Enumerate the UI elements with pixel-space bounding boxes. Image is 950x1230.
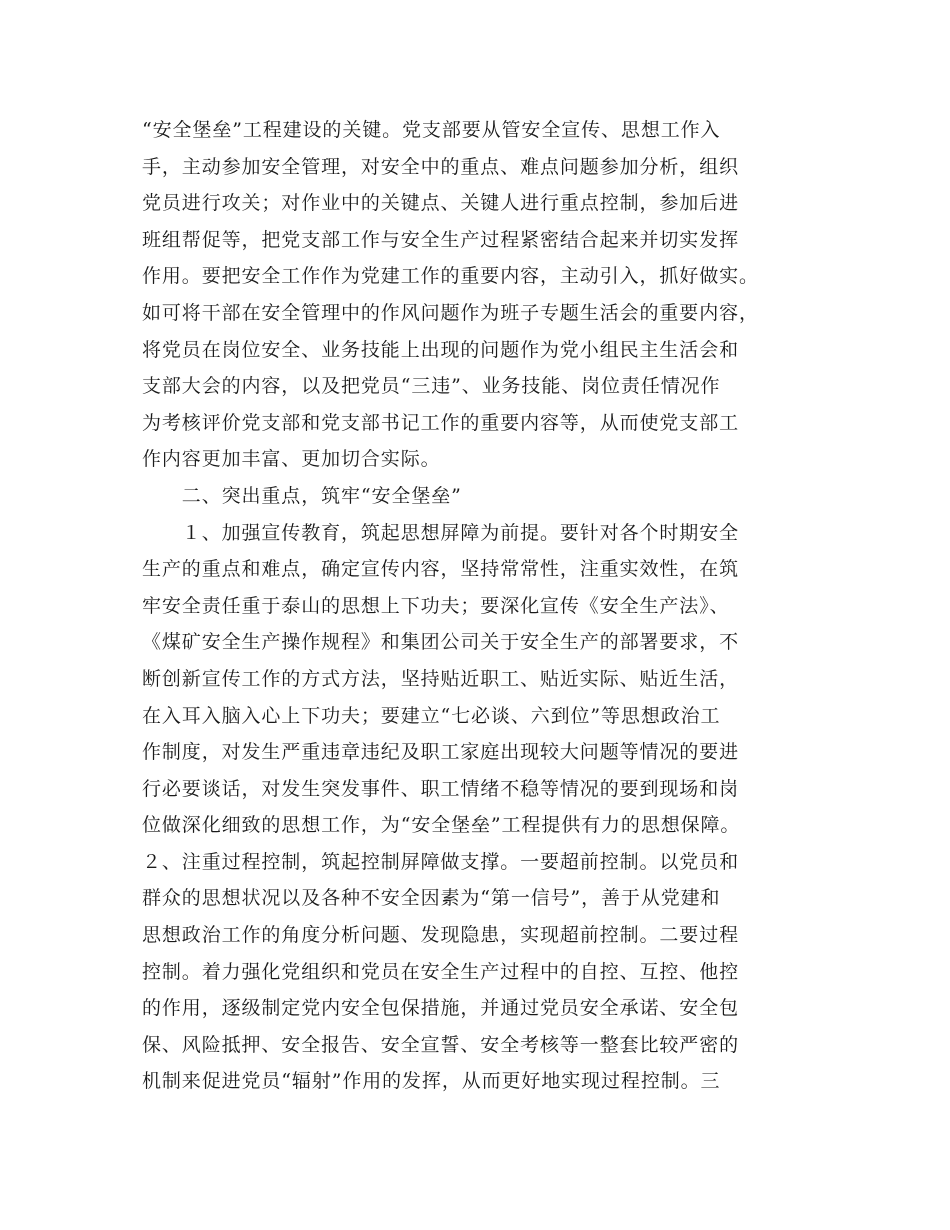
text-line: 机制来促进党员“辐射”作用的发挥，从而更好地实现过程控制。三	[142, 1070, 721, 1093]
section-heading: 二、突出重点，筑牢“安全堡垒”	[142, 484, 462, 507]
text-line: 生产的重点和难点，确定宣传内容，坚持常常性，注重实效性，在筑	[142, 558, 740, 581]
text-line: 作内容更加丰富、更加切合实际。	[142, 448, 441, 471]
text-line: 在入耳入脑入心上下功夫；要建立“七必谈、六到位”等思想政治工	[142, 704, 721, 727]
text-line: 将党员在岗位安全、业务技能上出现的问题作为党小组民主生活会和	[142, 338, 740, 361]
text-line: 断创新宣传工作的方式方法，坚持贴近职工、贴近实际、贴近生活，	[142, 667, 740, 690]
document-body	[142, 112, 802, 1100]
text-line: 为考核评价党支部和党支部书记工作的重要内容等，从而使党支部工	[142, 411, 740, 434]
text-line: 作用。要把安全工作作为党建工作的重要内容，主动引入，抓好做实。	[142, 265, 759, 288]
text-line: 牢安全责任重于泰山的思想上下功夫；要深化宣传《安全生产法》、	[142, 594, 730, 617]
text-line: 《煤矿安全生产操作规程》和集团公司关于安全生产的部署要求，不	[142, 631, 740, 654]
text-line: 支部大会的内容，以及把党员“三违”、业务技能、岗位责任情况作	[142, 375, 721, 398]
text-line: 控制。着力强化党组织和党员在安全生产过程中的自控、互控、他控	[142, 960, 740, 983]
text-line: 作制度，对发生严重违章违纪及职工家庭出现较大问题等情况的要进	[142, 741, 740, 764]
text-line: 党员进行攻关；对作业中的关键点、关键人进行重点控制，参加后进	[142, 192, 740, 215]
text-line: 保、风险抵押、安全报告、安全宣誓、安全考核等一整套比较严密的	[142, 1033, 740, 1056]
text-line: 班组帮促等，把党支部工作与安全生产过程紧密结合起来并切实发挥	[142, 228, 740, 251]
text-line: 思想政治工作的角度分析问题、发现隐患，实现超前控制。二要过程	[142, 924, 740, 947]
text-line: 行必要谈话，对发生突发事件、职工情绪不稳等情况的要到现场和岗	[142, 777, 740, 800]
text-line: １、加强宣传教育，筑起思想屏障为前提。要针对各个时期安全	[142, 521, 740, 544]
text-line: 手，主动参加安全管理，对安全中的重点、难点问题参加分析，组织	[142, 155, 740, 178]
text-line: 如可将干部在安全管理中的作风问题作为班子专题生活会的重要内容，	[142, 301, 759, 324]
text-line: 的作用，逐级制定党内安全包保措施，并通过党员安全承诺、安全包	[142, 997, 740, 1020]
text-line: 群众的思想状况以及各种不安全因素为“第一信号”，善于从党建和	[142, 887, 721, 910]
text-line: 位做深化细致的思想工作，为“安全堡垒”工程提供有力的思想保障。	[142, 814, 741, 837]
text-line: “安全堡垒”工程建设的关键。党支部要从管安全宣传、思想工作入	[142, 119, 721, 141]
text-line: ２、注重过程控制，筑起控制屏障做支撑。一要超前控制。以党员和	[142, 850, 740, 873]
